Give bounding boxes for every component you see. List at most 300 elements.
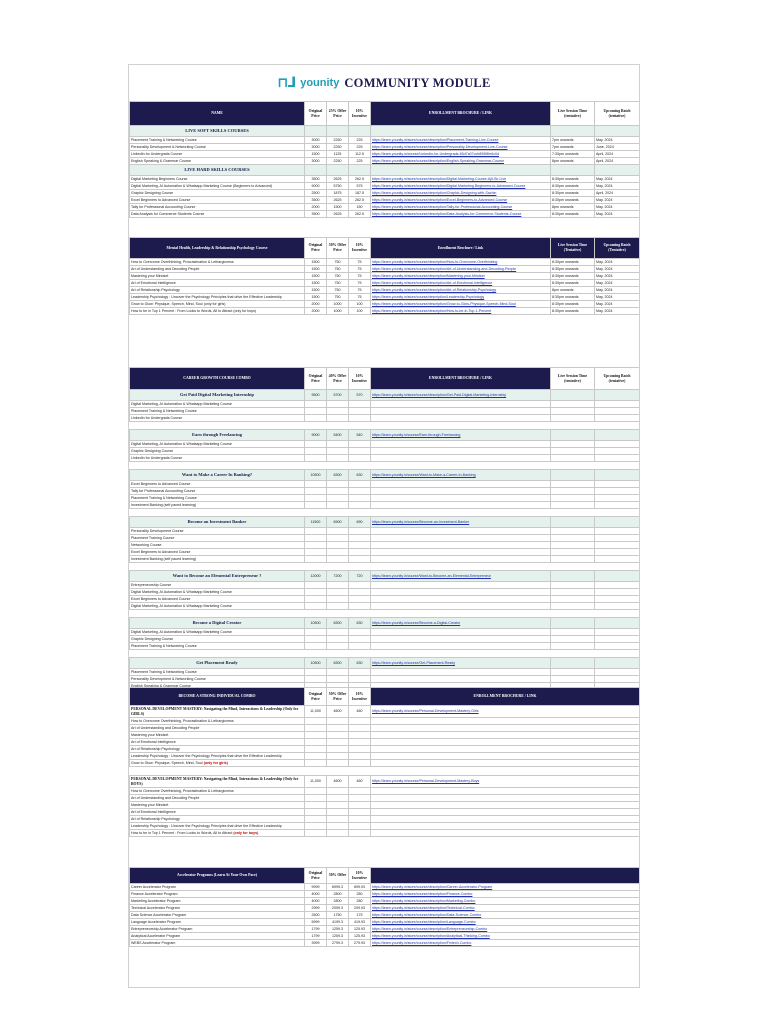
col-incentive: 10% Incentive: [349, 368, 371, 390]
empty-cell: [595, 618, 640, 629]
table-row: [130, 144, 640, 151]
empty-cell: [349, 823, 371, 830]
original-price: 9500: [305, 390, 327, 401]
incentive: 280: [349, 891, 371, 898]
combo-title: Earn through Freelancing: [130, 430, 305, 441]
original-price: 1500: [305, 259, 327, 266]
combo-item: Entrepreneurship Course: [130, 582, 305, 589]
enrollment-link[interactable]: https://learn.younity.in/store/course/description/Excel-Beginners-to-Advanced-Course: [371, 197, 551, 204]
empty-cell: [327, 746, 349, 753]
offer-price: 750: [327, 280, 349, 287]
col-link: [371, 868, 640, 884]
incentive: 100: [349, 308, 371, 315]
pdm-item-label: Mastering your Mindset: [131, 802, 169, 807]
spacer: [130, 563, 640, 571]
enrollment-link[interactable]: https://learn.younity.in/store/course/description/Finance-Combo: [371, 891, 640, 898]
table-header: [130, 368, 640, 390]
empty-cell: [371, 669, 551, 676]
incentive: 279.93: [349, 940, 371, 947]
empty-cell: [349, 502, 371, 509]
upcoming-batch: May, 2024: [595, 280, 640, 287]
empty-cell: [349, 676, 371, 683]
enrollment-link[interactable]: https://learn.younity.in/course/Become-a-Digital-Creator: [371, 618, 551, 629]
pdm-item-row: [130, 816, 640, 823]
incentive: 75: [349, 280, 371, 287]
original-price: 3999: [305, 940, 327, 947]
empty-cell: [371, 415, 551, 422]
hard-skills-rows: [130, 176, 640, 218]
empty-cell: [327, 739, 349, 746]
empty-cell: [551, 535, 595, 542]
empty-cell: [371, 481, 551, 488]
table-row: [130, 940, 640, 947]
empty-cell: [305, 455, 327, 462]
empty-cell: [595, 669, 640, 676]
session-time: 8:30pm onwards: [551, 294, 595, 301]
offer-price: 2099.3: [327, 905, 349, 912]
pdm-item-row: [130, 795, 640, 802]
empty-cell: [551, 430, 595, 441]
offer-price: 6300: [327, 470, 349, 481]
empty-cell: [349, 549, 371, 556]
original-price: 3000: [305, 144, 327, 151]
combo-title-row: [130, 658, 640, 669]
combo-item: Placement Training & Networking Course: [130, 408, 305, 415]
upcoming-batch: April, 2024: [595, 158, 640, 165]
empty-cell: [305, 718, 327, 725]
empty-cell: [305, 549, 327, 556]
empty-cell: [371, 582, 551, 589]
empty-cell: [371, 596, 551, 603]
empty-cell: [595, 571, 640, 582]
incentive: 540: [349, 430, 371, 441]
combo-item-row: [130, 535, 640, 542]
spacer: [130, 767, 640, 776]
course-name: Marketing Accelerator Program: [130, 898, 305, 905]
empty-cell: [595, 643, 640, 650]
upcoming-batch: May, 2024: [595, 266, 640, 273]
offer-price: 750: [327, 294, 349, 301]
header-logo: [129, 65, 639, 101]
enrollment-link[interactable]: https://learn.younity.in/course/Earn-through-Freelancing: [371, 430, 551, 441]
empty-cell: [371, 556, 551, 563]
combo-item: LinkedIn for Undergrads Course: [130, 455, 305, 462]
empty-cell: [349, 448, 371, 455]
combo-title-row: [130, 470, 640, 481]
enrollment-link[interactable]: https://learn.younity.in/store/course/description/How-to-Overcome-Overthinking: [371, 259, 551, 266]
original-price: 10500: [305, 618, 327, 629]
course-name: Entrepreneurship Accelerator Program: [130, 926, 305, 933]
combo-item-row: [130, 669, 640, 676]
col-incentive: 10% Incentive: [349, 868, 371, 884]
offer-price: 1875: [327, 190, 349, 197]
combo-title-row: [130, 517, 640, 528]
enrollment-link[interactable]: https://learn.younity.in/store/course/description/Tally-for-Professional-Accounting-Course: [371, 204, 551, 211]
empty-cell: [327, 589, 349, 596]
empty-cell: [349, 809, 371, 816]
offer-price: 1750: [327, 912, 349, 919]
empty-cell: [327, 788, 349, 795]
empty-cell: [305, 830, 327, 837]
combo-item: Investment Banking (self paced learning): [130, 502, 305, 509]
table-row: [130, 294, 640, 301]
empty-cell: [305, 596, 327, 603]
empty-cell: [595, 502, 640, 509]
enrollment-link[interactable]: https://learn.younity.in/store/course/description/Graphic-Designing-with-Sachin: [371, 190, 551, 197]
enrollment-link[interactable]: https://learn.younity.in/store/course/description/Technical-Combo: [371, 905, 640, 912]
offer-price: 1259.3: [327, 933, 349, 940]
enrollment-link[interactable]: https://learn.younity.in/store/course/description/Grow-to-Glow-Physique-Speech-Mind-Soul: [371, 301, 551, 308]
empty-cell: [551, 658, 595, 669]
empty-cell: [551, 488, 595, 495]
col-link: ENROLLMENT BROCHURE / LINK: [371, 368, 551, 390]
empty-cell: [305, 415, 327, 422]
empty-cell: [305, 802, 327, 809]
empty-cell: [551, 629, 595, 636]
enrollment-link[interactable]: https://learn.younity.in/store/course/description/Language-Combo: [371, 919, 640, 926]
col-link: Enrollment Brochure / Link: [371, 238, 551, 259]
upcoming-batch: May, 2024: [595, 137, 640, 144]
mental-health-rows: [130, 259, 640, 315]
enrollment-link[interactable]: https://learn.younity.in/store/course/description/Entrepreneurship-Combo: [371, 926, 640, 933]
offer-price: 2625: [327, 197, 349, 204]
table-row: [130, 137, 640, 144]
combo-item: Placement Training & Networking Course: [130, 643, 305, 650]
upcoming-batch: May, 2024: [595, 176, 640, 183]
combo-item-row: [130, 582, 640, 589]
empty-cell: [551, 441, 595, 448]
original-price: 3000: [305, 137, 327, 144]
empty-cell: [327, 629, 349, 636]
section-title-row: [130, 126, 640, 137]
accelerator-rows: [130, 884, 640, 947]
incentive: 150: [349, 204, 371, 211]
empty-cell: [305, 753, 327, 760]
empty-cell: [305, 603, 327, 610]
enrollment-link[interactable]: https://learn.younity.in/store/course/description/Art-of-Understanding-and-Decoding-People: [371, 266, 551, 273]
empty-cell: [371, 802, 640, 809]
soft-skills-rows: [130, 137, 640, 165]
session-time: 8pm onwards: [551, 287, 595, 294]
table-row: [130, 204, 640, 211]
empty-cell: [371, 718, 640, 725]
empty-cell: [551, 455, 595, 462]
col-original-price: Original Price: [305, 368, 327, 390]
combo-item-row: [130, 455, 640, 462]
table-row: [130, 898, 640, 905]
empty-cell: [327, 718, 349, 725]
enrollment-link[interactable]: https://learn.younity.in/course/Want-to-Become-an-Elemental-Entrepreneur: [371, 571, 551, 582]
empty-cell: [551, 415, 595, 422]
empty-cell: [305, 589, 327, 596]
offer-price: 750: [327, 287, 349, 294]
empty-cell: [371, 788, 640, 795]
enrollment-link[interactable]: https://learn.younity.in/store/course/description/Mastering-your-Mindset: [371, 273, 551, 280]
empty-cell: [349, 455, 371, 462]
enrollment-link[interactable]: https://learn.younity.in/course/LinkedIn-for-Undergrads-65d7a07ccb895f8fe6c0d: [371, 151, 551, 158]
pdm-item-label: Art of Relationship Psychology: [131, 746, 180, 751]
offer-price: 7200: [327, 571, 349, 582]
empty-cell: [327, 549, 349, 556]
offer-price: 4600: [327, 706, 349, 718]
enrollment-link[interactable]: https://learn.younity.in/store/course/description/Marketing-Combo: [371, 898, 640, 905]
empty-cell: [551, 528, 595, 535]
incentive: 125.93: [349, 933, 371, 940]
pdm-item-row: [130, 809, 640, 816]
combo-title: Get Placement Ready: [130, 658, 305, 669]
combo-item: Excel Beginners to Advanced Course: [130, 596, 305, 603]
combo-item: Personality Development & Networking Course: [130, 676, 305, 683]
upcoming-batch: May, 2024: [595, 197, 640, 204]
empty-cell: [595, 596, 640, 603]
enrollment-link[interactable]: https://learn.younity.in/course/Get-Placement-Ready: [371, 658, 551, 669]
offer-price: 5400: [327, 430, 349, 441]
empty-cell: [349, 753, 371, 760]
empty-cell: [305, 823, 327, 830]
original-price: 3000: [305, 158, 327, 165]
offer-price: 750: [327, 273, 349, 280]
pdm-item-label: Art of Relationship Psychology: [131, 816, 180, 821]
course-name: Tally for Professional Accounting Course: [130, 204, 305, 211]
enrollment-link[interactable]: https://learn.younity.in/course/Personal-Development-Mastery-Boys: [371, 776, 640, 788]
empty-cell: [551, 589, 595, 596]
empty-cell: [371, 809, 640, 816]
combo-item: Digital Marketing, AI Automation & Whatsapp Marketing Course: [130, 629, 305, 636]
empty-cell: [305, 760, 327, 767]
empty-cell: [371, 732, 640, 739]
empty-cell: [595, 470, 640, 481]
col-offer-price: 40% Offer Price: [327, 368, 349, 390]
course-name: How to be in Top 1 Percent : From Looks to Words, All to Attract (only for boys): [130, 308, 305, 315]
empty-cell: [327, 408, 349, 415]
original-price: 1799: [305, 926, 327, 933]
empty-cell: [349, 718, 371, 725]
table-row: [130, 259, 640, 266]
empty-cell: [595, 629, 640, 636]
session-time: 8:30pm onwards: [551, 273, 595, 280]
upcoming-batch: May, 2024: [595, 294, 640, 301]
empty-cell: [371, 629, 551, 636]
empty-cell: [595, 488, 640, 495]
empty-cell: [595, 528, 640, 535]
original-price: 1500: [305, 294, 327, 301]
combo-item-row: [130, 676, 640, 683]
younity-logo-icon: ⊓ᒧ: [277, 75, 296, 91]
original-price: 10500: [305, 658, 327, 669]
enrollment-link[interactable]: https://learn.younity.in/store/course/description/Get-Paid-Digital-Marketing-Internship: [371, 390, 551, 401]
pdm-item-label: Mastering your Mindset: [131, 732, 169, 737]
spacer: [130, 509, 640, 517]
combo-item-row: [130, 596, 640, 603]
enrollment-link[interactable]: https://learn.younity.in/store/course/description/English-Speaking-Grammar-Course: [371, 158, 551, 165]
enrollment-link[interactable]: https://learn.younity.in/store/course/description/Art-of-Relationship-Psychology: [371, 287, 551, 294]
empty-cell: [349, 415, 371, 422]
incentive: 75: [349, 294, 371, 301]
enrollment-link[interactable]: https://learn.younity.in/store/course/description/Data-Analysis-for-Commerce-Students-Course: [371, 211, 551, 218]
empty-cell: [595, 676, 640, 683]
enrollment-link[interactable]: https://learn.younity.in/store/course/description/Career-Accelerator-Program: [371, 884, 640, 891]
combo-item: Digital Marketing, AI Automation & Whatsapp Marketing Course: [130, 603, 305, 610]
table-row: [130, 926, 640, 933]
empty-cell: [371, 549, 551, 556]
enrollment-link[interactable]: https://learn.younity.in/store/course/description/Digital-Marketing-Beginners-to-Advanced-Course: [371, 183, 551, 190]
course-name: English Speaking & Grammar Course: [130, 158, 305, 165]
combo-item-row: [130, 629, 640, 636]
table-row: [130, 301, 640, 308]
empty-cell: [349, 830, 371, 837]
enrollment-link[interactable]: https://learn.younity.in/store/course/description/Digital-Marketing-Course-Ajit-Sir-Live: [371, 176, 551, 183]
section-title: LIVE SOFT SKILLS COURSES: [130, 126, 305, 137]
upcoming-batch: May, 2024: [595, 211, 640, 218]
empty-cell: [305, 669, 327, 676]
enrollment-link[interactable]: https://learn.younity.in/store/course/description/Data-Science-Combo: [371, 912, 640, 919]
empty-cell: [551, 470, 595, 481]
empty-cell: [305, 795, 327, 802]
col-original-price: Original Price: [305, 868, 327, 884]
empty-cell: [371, 739, 640, 746]
empty-cell: [349, 795, 371, 802]
combo-item: Personality Development Course: [130, 528, 305, 535]
empty-cell: [327, 809, 349, 816]
empty-cell: [327, 596, 349, 603]
pdm-title-row: [130, 776, 640, 788]
empty-cell: [595, 542, 640, 549]
course-name: Grow to Glow: Physique, Speech, Mind, Soul (only for girls): [130, 301, 305, 308]
combo-rows: [130, 390, 640, 697]
col-original-price: Original Price: [305, 688, 327, 706]
col-offer-price: 30% Offer: [327, 868, 349, 884]
course-name: Placement Training & Networking Course: [130, 137, 305, 144]
table-header: [130, 868, 640, 884]
empty-cell: [551, 517, 595, 528]
original-price: 1500: [305, 280, 327, 287]
empty-cell: [327, 669, 349, 676]
enrollment-link[interactable]: https://learn.younity.in/store/course/description/How-to-be-in-Top-1-Percent: [371, 308, 551, 315]
pdm-item-label: Leadership Psychology : Uncover the Psychology Principles that drive the Effective Leadership: [131, 823, 282, 828]
pdm-item-row: [130, 746, 640, 753]
empty-cell: [371, 643, 551, 650]
offer-price: 1125: [327, 151, 349, 158]
empty-cell: [371, 542, 551, 549]
original-price: 4000: [305, 898, 327, 905]
col-incentive: 10% Incentive: [349, 102, 371, 126]
empty-cell: [595, 589, 640, 596]
empty-cell: [305, 556, 327, 563]
empty-cell: [371, 535, 551, 542]
combo-item-row: [130, 408, 640, 415]
table-row: [130, 919, 640, 926]
combo-item: Digital Marketing, AI Automation & Whatsapp Marketing Course: [130, 589, 305, 596]
session-time: 8:30pm onwards: [551, 176, 595, 183]
enrollment-link[interactable]: https://learn.younity.in/store/course/description/Leadership-Psychology: [371, 294, 551, 301]
pdm-item-label: Leadership Psychology : Uncover the Psychology Principles that drive the Effective Leadership: [131, 753, 282, 758]
pdm-item-label: Art of Emotional Intelligence: [131, 809, 176, 814]
empty-cell: [327, 603, 349, 610]
offer-price: 2799.3: [327, 940, 349, 947]
enrollment-link[interactable]: https://learn.younity.in/store/course/description/Fintech-Combo: [371, 940, 640, 947]
empty-cell: [327, 732, 349, 739]
incentive: 720: [349, 571, 371, 582]
incentive: 225: [349, 158, 371, 165]
course-name: LinkedIn for Undergrads Course: [130, 151, 305, 158]
pdm-item: [130, 795, 305, 802]
table-row: [130, 912, 640, 919]
empty-cell: [349, 746, 371, 753]
col-session-time: Live Session Time (Tentative): [551, 238, 595, 259]
empty-cell: [371, 528, 551, 535]
col-name: NAME: [130, 102, 305, 126]
spacer-row: [130, 767, 640, 776]
session-time: 8:30pm onwards: [551, 266, 595, 273]
empty-cell: [551, 481, 595, 488]
empty-cell: [305, 528, 327, 535]
course-name: Data Science Accelerator Program: [130, 912, 305, 919]
enrollment-link[interactable]: https://learn.younity.in/store/course/description/Placement-Training-Live-Course: [371, 137, 551, 144]
pdm-item: [130, 746, 305, 753]
empty-cell: [327, 676, 349, 683]
session-time: 8:30pm onwards: [551, 190, 595, 197]
empty-cell: [371, 495, 551, 502]
incentive: 630: [349, 658, 371, 669]
empty-cell: [371, 502, 551, 509]
course-name: Mastering your Mindset: [130, 273, 305, 280]
incentive: 280: [349, 898, 371, 905]
enrollment-link[interactable]: https://learn.younity.in/store/course/description/Analytical-Thinking-Combo: [371, 933, 640, 940]
incentive: 112.5: [349, 151, 371, 158]
offer-price: 2250: [327, 137, 349, 144]
empty-cell: [305, 732, 327, 739]
empty-cell: [551, 643, 595, 650]
enrollment-link[interactable]: https://learn.younity.in/store/course/description/Art-of-Emotional-Intelligence: [371, 280, 551, 287]
mental-health-table: [129, 237, 640, 315]
empty-cell: [371, 408, 551, 415]
original-price: 1799: [305, 933, 327, 940]
enrollment-link[interactable]: https://learn.younity.in/course/Personal-Development-Mastery-Girls: [371, 706, 640, 718]
enrollment-link[interactable]: https://learn.younity.in/course/Want-to-Make-a-Career-In-Banking: [371, 470, 551, 481]
table-row: [130, 197, 640, 204]
empty-cell: [551, 556, 595, 563]
combo-item: Graphic Designing Course: [130, 448, 305, 455]
course-name: Digital Marketing, AI Automation & Whatsapp Marketing Course (Beginners to Advanced): [130, 183, 305, 190]
spacer-row: [130, 422, 640, 430]
empty-cell: [371, 488, 551, 495]
enrollment-link[interactable]: https://learn.younity.in/course/Become-an-Investment-Banker: [371, 517, 551, 528]
offer-price: 4600: [327, 776, 349, 788]
course-name: WEBS Accelerator Program: [130, 940, 305, 947]
combo-item-row: [130, 415, 640, 422]
empty-cell: [371, 753, 640, 760]
empty-cell: [305, 746, 327, 753]
pdm-item-label: Art of Understanding and Decoding People: [131, 795, 200, 800]
incentive: 699.93: [349, 884, 371, 891]
pdm-item: [130, 725, 305, 732]
enrollment-link[interactable]: https://learn.younity.in/store/course/description/Personality-Development-Live-Course: [371, 144, 551, 151]
incentive: 262.5: [349, 211, 371, 218]
combo-item: Placement Training & Networking Course: [130, 495, 305, 502]
incentive: 575: [349, 183, 371, 190]
upcoming-batch: May, 2024: [595, 259, 640, 266]
empty-cell: [327, 802, 349, 809]
original-price: 11,000: [305, 706, 327, 718]
empty-cell: [551, 549, 595, 556]
empty-cell: [595, 495, 640, 502]
upcoming-batch: April, 2024: [595, 190, 640, 197]
original-price: 1500: [305, 266, 327, 273]
col-offer-price: 50% Offer Price: [327, 688, 349, 706]
offer-price: 1000: [327, 301, 349, 308]
combo-item: English Speaking & Grammar Course: [130, 683, 305, 690]
empty-cell: [305, 636, 327, 643]
